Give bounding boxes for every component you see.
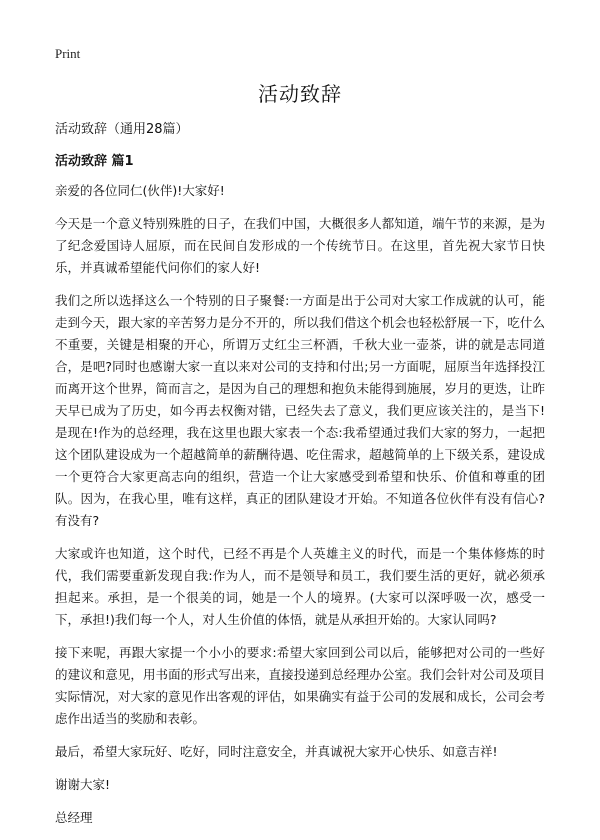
signature: 总经理 — [55, 810, 93, 825]
greeting-paragraph: 亲爱的各位同仁(伙伴)!大家好! — [55, 183, 225, 198]
era-paragraph: 大家或许也知道，这个时代，已经不再是个人英雄主义的时代，而是一个集体修炼的时代，我们需要重新发现自我:作为人，而不是领导和员工，我们要生活的更好，就必须承担起来。承担，是一个很美的词，她是一个人的境界。(大家可以深呼吸一次，感受一下，承担!)我们每一个人，对人生价值的体悟，就是从承担开始的。大家认同吗? — [55, 546, 545, 627]
print-link[interactable]: Print — [55, 46, 81, 61]
request-paragraph: 接下来呢，再跟大家提一个小小的要求:希望大家回到公司以后，能够把对公司的一些好的建议和意见，用书面的形式写出来，直接投递到总经理办公室。我们会针对公司及项目实际情况，对大家的意见作出客观的评估，如果确实有益于公司的发展和成长，公司会考虑作出适当的奖励和表彰。 — [55, 645, 545, 726]
speech-body — [55, 180, 545, 840]
closing-paragraph: 最后，希望大家玩好、吃好，同时注意安全，并真诚祝大家开心快乐、如意吉祥! — [55, 744, 498, 759]
page-title: 活动致辞 — [258, 82, 342, 106]
intro-paragraph: 今天是一个意义特别殊胜的日子，在我们中国，大概很多人都知道，端午节的来源，是为了纪念爱国诗人屈原，而在民间自发形成的一个传统节日。在这里，首先祝大家节日快乐，并真诚希望能代问你们的家人好! — [55, 216, 545, 275]
thanks-paragraph: 谢谢大家! — [55, 777, 111, 792]
section-heading: 活动致辞 篇1 — [55, 154, 134, 169]
document-subtitle: 活动致辞（通用28篇） — [55, 122, 189, 137]
purpose-paragraph: 我们之所以选择这么一个特别的日子聚餐:一方面是出于公司对大家工作成就的认可，能走到今天，跟大家的辛苦努力是分不开的，所以我们借这个机会也轻松舒展一下，吃什么不重要，关键是相聚的开心，所谓万丈红尘三杯酒，千秋大业一壶茶，讲的就是志同道合，是吧?同时也感谢大家一直以来对公司的支持和付出;另一方面呢，屈原当年选择投江而离开这个世界，简而言之，是因为自己的理想和抱负未能得到施展，岁月的更迭，让昨天早已成为了历史，如今再去权衡对错，已经失去了意义，我们更应该关注的，是当下!是现在!作为的总经理，我在这里也跟大家表一个态:我希望通过我们大家的努力，一起把这个团队建设成为一个超越简单的薪酬待遇、吃住需求，超越简单的上下级关系，建设成一个更符合大家更高志向的组织，营造一个让大家感受到希望和快乐、价值和尊重的团队。因为，在我心里，唯有这样，真正的团队建设才开始。不知道各位伙伴有没有信心?有没有? — [55, 293, 545, 528]
